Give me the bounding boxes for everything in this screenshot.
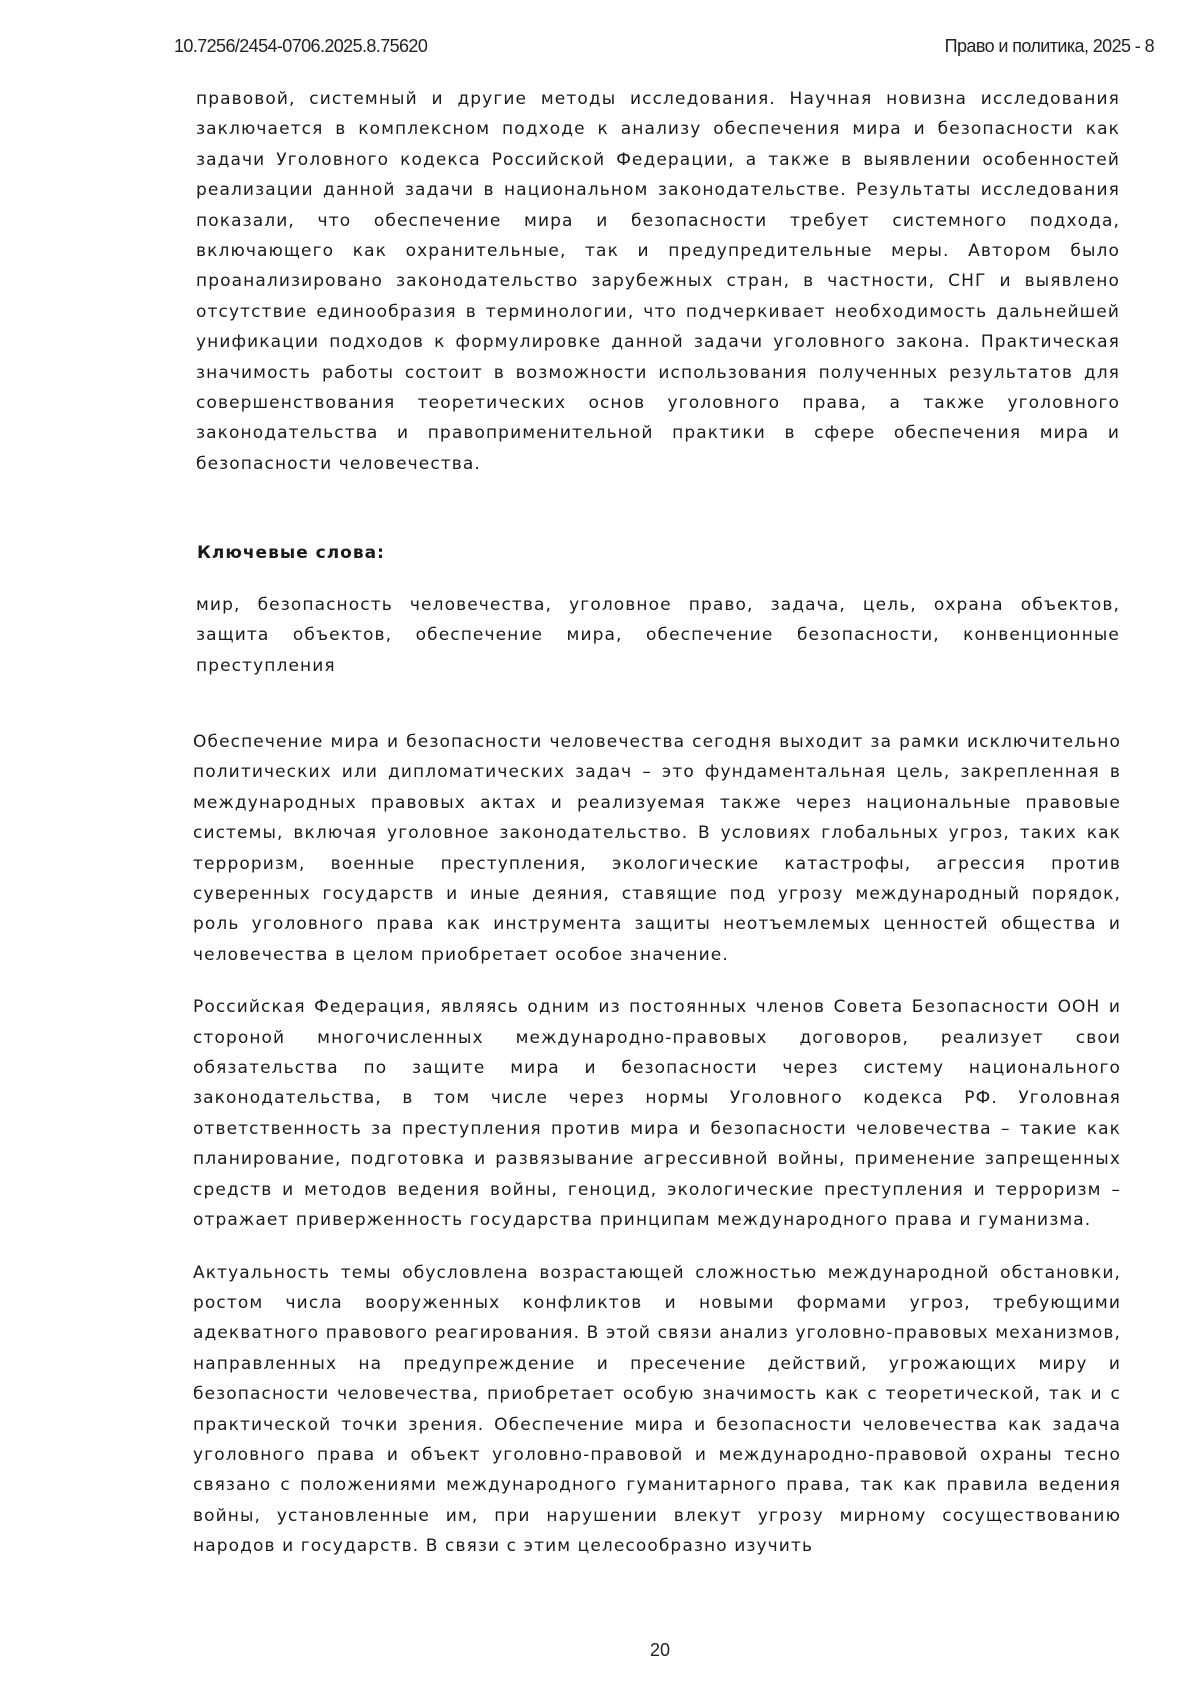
body-paragraph: Обеспечение мира и безопасности человечества сегодня выходит за рамки исключительно политических или дипломатических задач – это фундаментальная цель, закрепленная в международных правовых актах и реализуемая также через национальные правовые системы, включая уголовное законодательство. В условиях глобальных угроз, таких как терроризм, военные преступления, экологические катастрофы, агрессия против суверенных государств и иные деяния, ставящие под угрозу международный порядок, роль уголовного права как инструмента защиты неотъемлемых ценностей общества и человечества в целом приобретает особое значение. bbox=[193, 727, 1121, 970]
abstract-paragraph: правовой, системный и другие методы исследования. Научная новизна исследования заключается в комплексном подходе к анализу обеспечения мира и безопасности как задачи Уголовного кодекса Российской Федерации, а также в выявлении особенностей реализации данной задачи в национальном законодательстве. Результаты исследования показали, что обеспечение мира и безопасности требует системного подхода, включающего как охранительные, так и предупредительные меры. Автором было проанализировано законодательство зарубежных стран, в частности, СНГ и выявлено отсутствие единообразия в терминологии, что подчеркивает необходимость дальнейшей унификации подходов к формулировке данной задачи уголовного закона. Практическая значимость работы состоит в возможности использования полученных результатов для совершенствования теоретических основ уголовного права, а также уголовного законодательства и правоприменительной практики в сфере обеспечения мира и безопасности человечества. bbox=[196, 84, 1120, 479]
keywords-section bbox=[196, 590, 1120, 681]
page-number: 20 bbox=[0, 1640, 1200, 1661]
keywords-heading: Ключевые слова: bbox=[197, 543, 385, 563]
page-header bbox=[174, 36, 1154, 60]
body-paragraph: Актуальность темы обусловлена возрастающей сложностью международной обстановки, ростом числа вооруженных конфликтов и новыми формами угроз, требующими адекватного правового реагирования. В этой связи анализ уголовно-правовых механизмов, направленных на предупреждение и пресечение действий, угрожающих миру и безопасности человечества, приобретает особую значимость как с теоретической, так и с практической точки зрения. Обеспечение мира и безопасности человечества как задача уголовного права и объект уголовно-правовой и международно-правовой охраны тесно связано с положениями международного гуманитарного права, так как правила ведения войны, установленные им, при нарушении влекут угрозу мирному сосуществованию народов и государств. В связи с этим целесообразно изучить bbox=[193, 1258, 1121, 1562]
keywords-list: мир, безопасность человечества, уголовное право, задача, цель, охрана объектов, защита объектов, обеспечение мира, обеспечение безопасности, конвенционные преступления bbox=[196, 590, 1120, 681]
document-page bbox=[0, 0, 1200, 1698]
body-paragraph: Российская Федерация, являясь одним из постоянных членов Совета Безопасности ООН и стороной многочисленных международно-правовых договоров, реализует свои обязательства по защите мира и безопасности через систему национального законодательства, в том числе через нормы Уголовного кодекса РФ. Уголовная ответственность за преступления против мира и безопасности человечества – такие как планирование, подготовка и развязывание агрессивной войны, применение запрещенных средств и методов ведения войны, геноцид, экологические преступления и терроризм – отражает приверженность государства принципам международного права и гуманизма. bbox=[193, 992, 1121, 1235]
doi-text: 10.7256/2454-0706.2025.8.75620 bbox=[174, 36, 427, 57]
abstract-section bbox=[196, 84, 1120, 479]
journal-issue: Право и политика, 2025 - 8 bbox=[945, 36, 1154, 57]
article-body bbox=[193, 727, 1121, 1584]
